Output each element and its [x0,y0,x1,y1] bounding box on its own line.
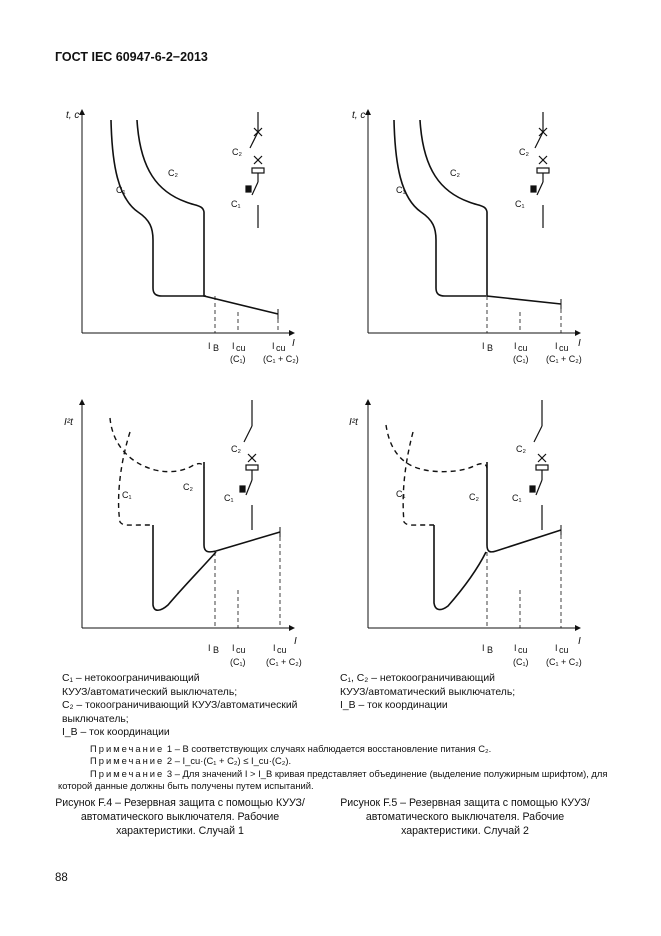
label-c2: C₂ [450,168,460,178]
tick-c1c2: (C₁ + C₂) [263,354,299,364]
legend-line: I_B – ток координации [340,700,448,712]
curve-c1 [394,120,486,296]
curve-c2 [420,120,561,304]
tick-c1: (C₁) [513,657,529,667]
label-c2: C₂ [469,492,479,502]
axis-i2t-label: I²t [64,417,73,428]
legend-line: выключатель; [62,713,129,725]
tick-c1: (C₁) [230,354,246,364]
label-c2: C₂ [183,482,193,492]
legend-line: КУУЗ/автоматический выключатель; [62,686,238,698]
axis-i-label: I [294,636,297,647]
tick-icu-1: I [514,643,517,653]
tick-icu-1: I [232,341,235,351]
tick-c1: (C₁) [513,354,529,364]
svg-text:B: B [213,645,220,655]
svg-text:B: B [487,343,494,353]
curve-c2 [137,120,278,314]
curve-c1-dashed [386,425,487,472]
label-c1: C₁ [396,185,406,195]
tick-icu-2: I [273,643,276,653]
tick-c1c2: (C₁ + C₂) [266,657,302,667]
tick-icu-2: I [272,341,275,351]
label-c1-symbol: C₁ [512,493,522,503]
axis-i-label: I [292,338,295,349]
curve-c2 [204,462,280,552]
document-header: ГОСТ IEC 60947-6-2−2013 [55,50,208,64]
label-c2-symbol: C₂ [231,444,241,454]
legend-left [62,672,332,740]
label-c1: C₁ [122,490,132,500]
label-c1: C₁ [116,185,126,195]
label-c2-symbol: C₂ [516,444,526,454]
legend-right [340,672,610,713]
chart-f4-time [66,110,299,364]
svg-text:cu: cu [559,343,569,353]
svg-text:cu: cu [518,645,528,655]
label-c1: C₁ [396,489,406,499]
label-c2-symbol: C₂ [519,147,529,157]
switch-symbol-icon [246,112,264,228]
label-c1-symbol: C₁ [224,493,234,503]
curve-c1 [153,525,216,610]
switch-symbol-icon [240,400,258,530]
svg-text:cu: cu [518,343,528,353]
note-1: Примечание 1 – В соответствующих случаях наблюдается восстановление питания C₂. [90,743,492,754]
label-c2: C₂ [168,168,178,178]
chart-f4-i2t [64,400,302,667]
svg-text:B: B [487,645,494,655]
tick-c1c2: (C₁ + C₂) [546,657,582,667]
svg-text:cu: cu [277,645,287,655]
tick-icu-2: I [555,643,558,653]
legend-line: C₁ – нетокоограничивающий [62,673,200,684]
label-c2-symbol: C₂ [232,147,242,157]
caption-f4: Рисунок F.4 – Резервная защита с помощью КУУЗ/автоматического выключателя. Рабочие характеристики. Случай 1 [55,797,305,837]
label-c1-symbol: C₁ [231,199,241,209]
tick-ib: I [208,643,211,653]
svg-text:cu: cu [236,343,246,353]
chart-f5-time [352,110,582,364]
tick-ib: I [482,643,485,653]
legend-line: C₂ – токоограничивающий КУУЗ/автоматический [62,700,298,712]
axis-i2t-label: I²t [349,417,358,428]
tick-ib: I [482,341,485,351]
switch-symbol-icon [530,400,548,530]
axis-i-label: I [578,338,581,349]
note-2: Примечание 2 – I_cu·(C₁ + C₂) ≤ I_cu·(C₂). [90,755,292,767]
chart-f5-i2t [349,400,582,667]
svg-text:B: B [213,343,220,353]
tick-c1c2: (C₁ + C₂) [546,354,582,364]
curve-c2 [487,462,561,552]
legend-line: I_B – ток координации [62,727,170,739]
label-c1-symbol: C₁ [515,199,525,209]
note-3: Примечание 3 – Для значений I > I_B кривая представляет объединение (выделение полужирным шрифтом), для которой данные должны быть получены путем испытаний. [58,767,608,792]
tick-icu-1: I [514,341,517,351]
tick-ib: I [208,341,211,351]
axis-t-label: t, c [66,110,80,121]
curve-c1 [434,525,486,610]
caption-f5: Рисунок F.5 – Резервная защита с помощью КУУЗ/автоматического выключателя. Рабочие характеристики. Случай 2 [340,797,590,837]
svg-text:cu: cu [559,645,569,655]
switch-symbol-icon [531,112,549,228]
notes [58,743,618,793]
curve-c1-dashed [110,418,204,472]
svg-text:cu: cu [236,645,246,655]
tick-icu-2: I [555,341,558,351]
legend-line: КУУЗ/автоматический выключатель; [340,686,516,698]
legend-line: C₁, C₂ – нетокоограничивающий [340,673,495,684]
axis-i-label: I [578,636,581,647]
svg-text:cu: cu [276,343,286,353]
curve-c1 [111,120,206,296]
tick-c1: (C₁) [230,657,246,667]
tick-icu-1: I [232,643,235,653]
axis-t-label: t, c [352,110,366,121]
page-number: 88 [55,872,68,884]
